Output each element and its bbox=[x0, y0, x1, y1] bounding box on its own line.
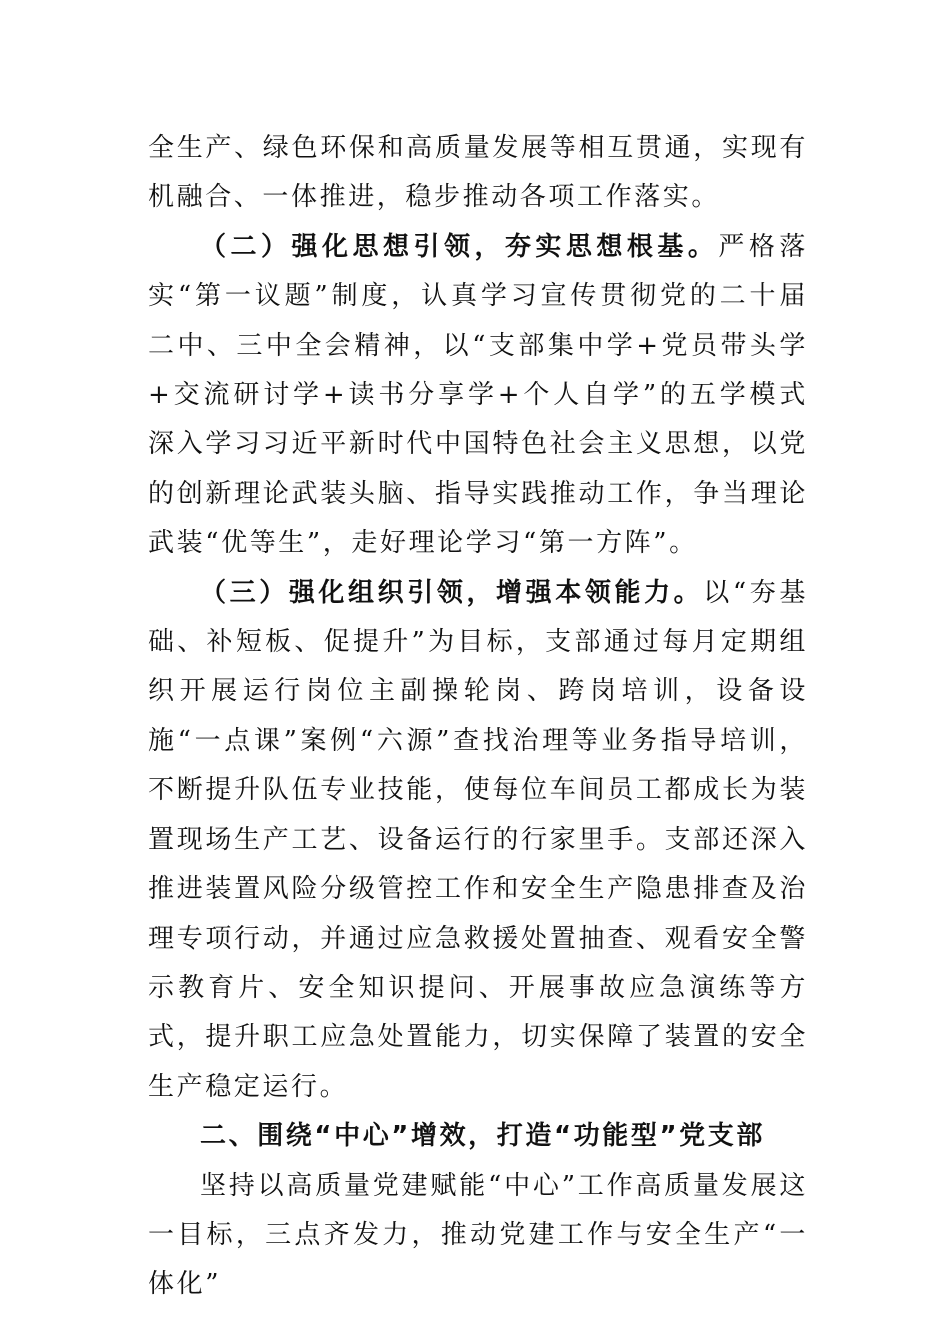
paragraph-text: 严格落实“第一议题”制度，认真学习宣传贯彻党的二十届二中、三中全会精神，以“支部集中学+党员带头学+交流研讨学+读书分享学+个人自学”的五学模式深入学习习近平新时代中国特色社会主义思想，以党的创新理论武装头脑、指导实践推动工作，争当理论武装“优等生”，走好理论学习“第一方阵”。 bbox=[148, 231, 808, 559]
paragraph-lead-heading: （二）强化思想引领，夯实思想根基。 bbox=[200, 231, 719, 262]
paragraph-lead-heading: （三）强化组织引领，增强本领能力。 bbox=[200, 577, 704, 608]
paragraph-text: 坚持以高质量党建赋能“中心”工作高质量发展这一目标，三点齐发力，推动党建工作与安全生产“一体化” bbox=[148, 1170, 808, 1300]
paragraph-organizational-guidance bbox=[148, 569, 808, 1112]
paragraph-ideological-guidance bbox=[148, 223, 808, 569]
document-page bbox=[148, 124, 808, 1310]
paragraph-continuation bbox=[148, 124, 808, 223]
paragraph-text: 全生产、绿色环保和高质量发展等相互贯通，实现有机融合、一体推进，稳步推动各项工作落实。 bbox=[148, 133, 808, 213]
paragraph-text: 以“夯基础、补短板、促提升”为目标，支部通过每月定期组织开展运行岗位主副操轮岗、跨岗培训，设备设施“一点课”案例“六源”查找治理等业务指导培训，不断提升队伍专业技能，使每位车间员工都成长为装置现场生产工艺、设备运行的行家里手。支部还深入推进装置风险分级管控工作和安全生产隐患排查及治理专项行动，并通过应急救援处置抽查、观看安全警示教育片、安全知识提问、开展事故应急演练等方式，提升职工应急处置能力，切实保障了装置的安全生产稳定运行。 bbox=[148, 577, 808, 1102]
paragraph-closing bbox=[148, 1162, 808, 1310]
section-heading: 二、围绕“中心”增效，打造“功能型”党支部 bbox=[200, 1121, 765, 1152]
